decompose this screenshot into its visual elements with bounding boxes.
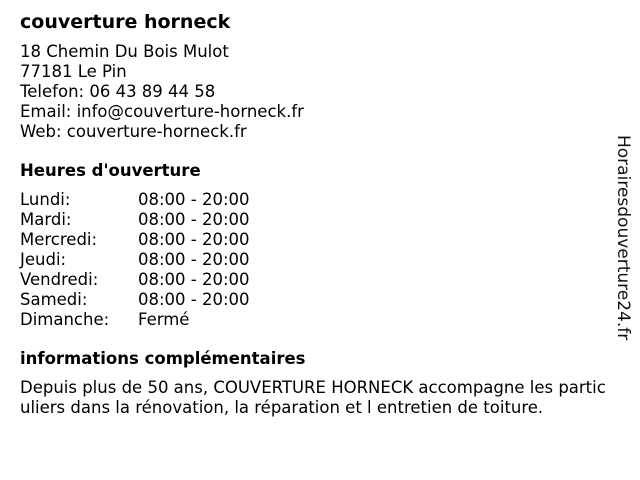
web-line: Web: couverture-horneck.fr: [20, 122, 247, 141]
address-city: 77181 Le Pin: [20, 62, 127, 81]
hours-row-saturday: [20, 290, 610, 310]
day-label: Dimanche:: [20, 310, 110, 329]
day-label: Mercredi:: [20, 230, 98, 249]
watermark-text: Horairesdouverture24.fr: [613, 135, 633, 341]
business-name: couverture horneck: [20, 11, 231, 33]
phone-line: Telefon: 06 43 89 44 58: [20, 82, 216, 101]
hours-row-thursday: [20, 250, 610, 270]
hours-row-friday: [20, 270, 610, 290]
day-label: Vendredi:: [20, 270, 99, 289]
day-hours: 08:00 - 20:00: [138, 230, 250, 249]
hours-row-monday: [20, 190, 610, 210]
day-hours: 08:00 - 20:00: [138, 210, 250, 229]
day-hours: 08:00 - 20:00: [138, 290, 250, 309]
day-hours: 08:00 - 20:00: [138, 250, 250, 269]
day-label: Lundi:: [20, 190, 71, 209]
hours-row-wednesday: [20, 230, 610, 250]
hours-row-sunday: [20, 310, 610, 330]
address-street: 18 Chemin Du Bois Mulot: [20, 42, 229, 61]
email-line: Email: info@couverture-horneck.fr: [20, 102, 304, 121]
watermark: [608, 135, 638, 345]
hours-row-tuesday: [20, 210, 610, 230]
info-heading: informations complémentaires: [20, 349, 306, 368]
day-hours: 08:00 - 20:00: [138, 190, 250, 209]
day-label: Jeudi:: [20, 250, 67, 269]
hours-table: [20, 190, 610, 330]
day-label: Samedi:: [20, 290, 88, 309]
info-text: Depuis plus de 50 ans, COUVERTURE HORNECK accompagne les particuliers dans la rénovation, la réparation et l entretien de toiture.: [20, 378, 606, 417]
day-hours: Fermé: [138, 310, 190, 329]
hours-heading: Heures d'ouverture: [20, 161, 201, 180]
day-label: Mardi:: [20, 210, 72, 229]
business-card: [20, 10, 610, 418]
day-hours: 08:00 - 20:00: [138, 270, 250, 289]
